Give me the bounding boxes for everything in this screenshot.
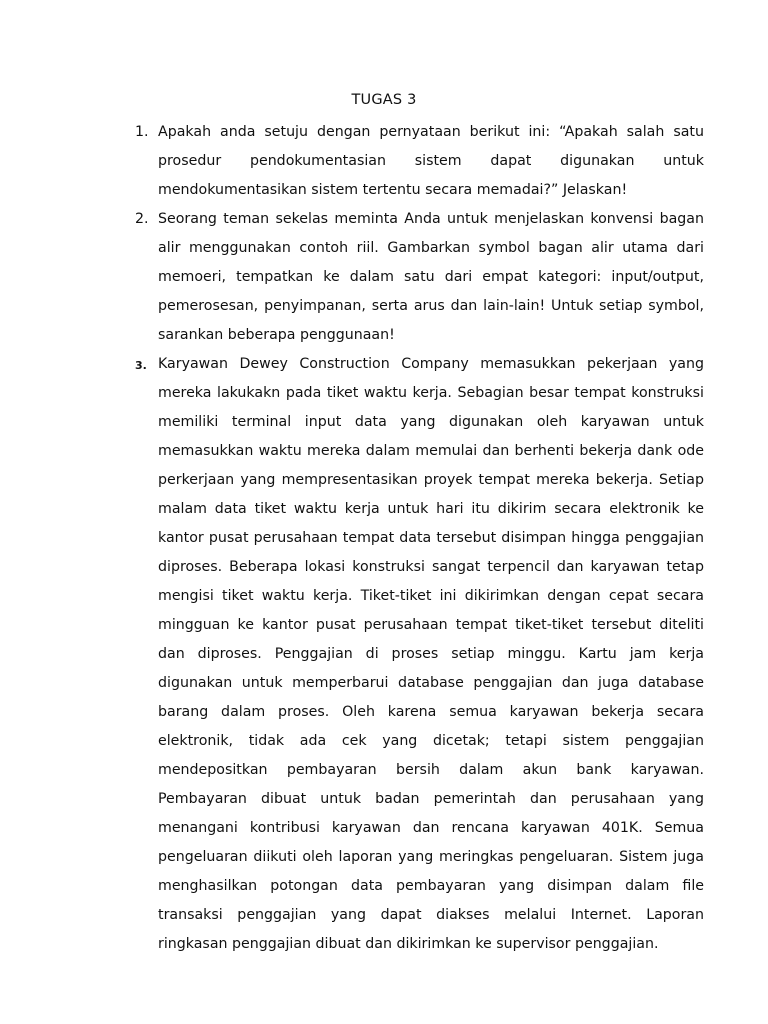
question-number: 1. — [135, 124, 149, 140]
question-text: Seorang teman sekelas meminta Anda untuk menjelaskan konvensi bagan alir menggunakan contoh riil. Gambarkan symbol bagan alir utama dari memoeri, tempatkan ke dalam satu dari empat kategori: input/output, pemerosesan, penyimpanan, serta arus dan lain-lain! Untuk setiap symbol, sarankan beberapa penggunaan! — [158, 211, 704, 343]
question-list — [0, 118, 768, 959]
question-number: 3. — [135, 359, 147, 372]
question-text: Karyawan Dewey Construction Company memasukkan pekerjaan yang mereka lakukakn pada tiket waktu kerja. Sebagian besar tempat konstruksi memiliki terminal input data yang digunakan oleh karyawan untuk memasukkan waktu mereka dalam memulai dan berhenti bekerja dank ode perkerjaan yang mempresentasikan proyek tempat mereka bekerja. Setiap malam data tiket waktu kerja untuk hari itu dikirim secara elektronik ke kantor pusat perusahaan tempat data tersebut disimpan hingga penggajian diproses. Beberapa lokasi konstruksi sangat terpencil dan karyawan tetap mengisi tiket waktu kerja. Tiket-tiket ini dikirimkan dengan cepat secara mingguan ke kantor pusat perusahaan tempat tiket-tiket tersebut diteliti dan diproses. Penggajian di proses setiap minggu. Kartu jam kerja digunakan untuk memperbarui database penggajian dan juga database barang dalam proses. Oleh karena semua karyawan bekerja secara elektronik, tidak ada cek yang dicetak; tetapi sistem penggajian mendepositkan pembayaran bersih dalam akun bank karyawan. Pembayaran dibuat untuk badan pemerintah dan perusahaan yang menangani kontribusi karyawan dan rencana karyawan 401K. Semua pengeluaran diikuti oleh laporan yang meringkas pengeluaran. Sistem juga menghasilkan potongan data pembayaran yang disimpan dalam file transaksi penggajian yang dapat diakses melalui Internet. Laporan ringkasan penggajian dibuat dan dikirimkan ke supervisor penggajian. — [158, 356, 704, 952]
question-item-3 — [0, 350, 704, 959]
document-title: TUGAS 3 — [351, 92, 417, 108]
question-number: 2. — [135, 211, 149, 227]
question-item-2 — [0, 205, 704, 350]
question-item-1 — [0, 118, 704, 205]
question-text: Apakah anda setuju dengan pernyataan berikut ini: “Apakah salah satu prosedur pendokumentasian sistem dapat digunakan untuk mendokumentasikan sistem tertentu secara memadai?” Jelaskan! — [158, 124, 704, 198]
